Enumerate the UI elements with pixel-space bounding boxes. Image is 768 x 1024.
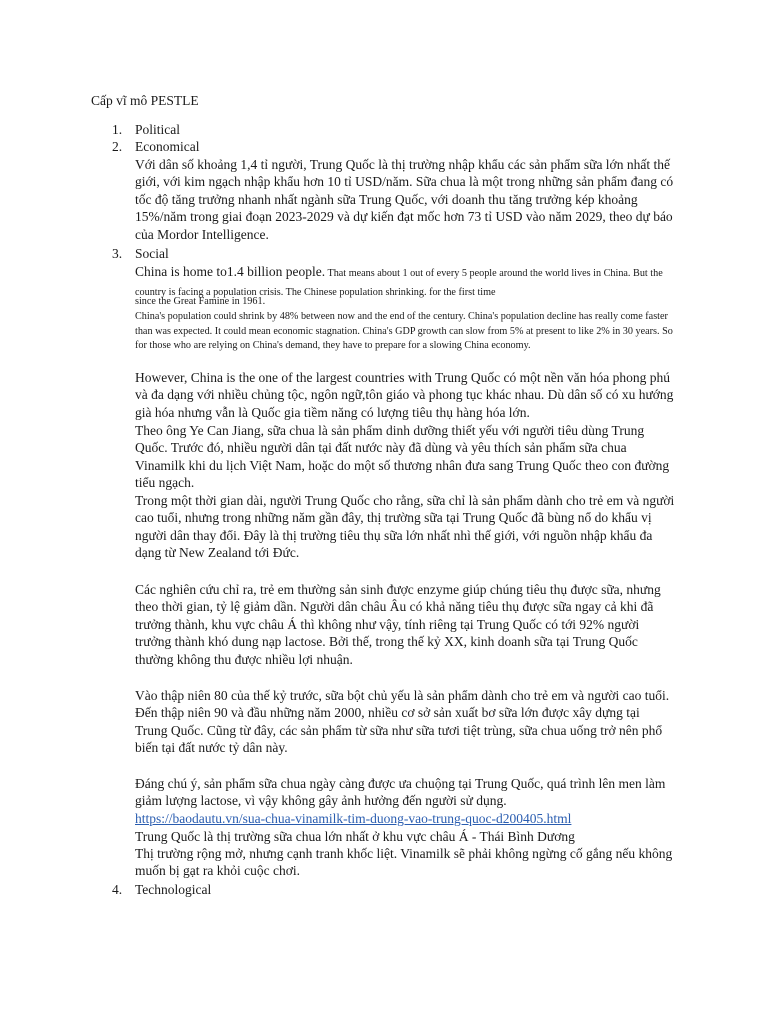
economical-text: Với dân số khoảng 1,4 tỉ người, Trung Quốc là thị trường nhập khẩu các sản phẩm sữa lớn nhất thế giới, với kim ngạch nhập khẩu hơn 10 tỉ USD/năm. Sữa chua là một trong những sản phẩm đang có tốc độ tăng trưởng nhanh nhất ngành sữa Trung Quốc, với doanh thu tăng trưởng kép khoảng 15%/năm trong giai đoạn 2023-2029 và dự kiến đạt mốc hơn 73 tỉ USD vào năm 2029, theo dự báo của Mordor Intelligence. xyxy=(135,157,674,242)
social-largest-text: Trung Quốc là thị trường sữa chua lớn nhất ở khu vực châu Á - Thái Bình Dương xyxy=(135,829,575,844)
list-number-3: 3. xyxy=(112,246,123,261)
social-longtime-text: Trong một thời gian dài, người Trung Quốc cho rằng, sữa chỉ là sản phẩm dành cho trẻ em và người cao tuổi, nhưng trong những năm gần đây, thị trường sữa tại Trung Quốc đã bùng nổ do khẩu vị người dân thay đổi. Đây là thị trường tiêu thụ sữa lớn nhất nhì thế giới, với nguồn nhập khẩu đa dạng từ New Zealand tới Đức. xyxy=(135,493,675,561)
social-open-paragraph xyxy=(135,845,675,880)
social-famine-line xyxy=(135,295,675,310)
social-research-paragraph xyxy=(135,581,675,668)
social-decline-paragraph xyxy=(135,310,675,354)
list-title-political: Political xyxy=(135,122,180,137)
social-longtime-paragraph xyxy=(135,492,675,562)
list-title-social: Social xyxy=(135,246,169,261)
social-80s-text: Vào thập niên 80 của thế kỷ trước, sữa bột chủ yếu là sản phẩm dành cho trẻ em và người cao tuổi. Đến thập niên 90 và đầu những năm 2000, nhiều cơ sở sản xuất bơ sữa lớn được xây dựng tại Trung Quốc. Cũng từ đây, các sản phẩm từ sữa như sữa tươi tiệt trùng, sữa chua uống trở nên phổ biến tại đất nước tỷ dân này. xyxy=(135,688,670,756)
list-number-1: 1. xyxy=(112,122,123,137)
source-link[interactable]: https://baodautu.vn/sua-chua-vinamilk-tim-duong-vao-trung-quoc-d200405.html xyxy=(135,811,572,826)
list-title-technological: Technological xyxy=(135,882,212,897)
social-famine-text: since the Great Famine in 1961. xyxy=(135,296,266,307)
social-open-text: Thị trường rộng mở, nhưng cạnh tranh khốc liệt. Vinamilk sẽ phải không ngừng cố gắng nếu không muốn bị gạt ra khỏi cuộc chơi. xyxy=(135,846,673,879)
social-largest-line xyxy=(135,828,675,845)
social-intro-small: That means about 1 out of every 5 people around the world lives in China. But the country is facing a population crisis. The Chinese population shrinking. for the first time xyxy=(135,268,663,298)
social-notable-paragraph xyxy=(135,775,675,810)
social-yecan-text: Theo ông Ye Can Jiang, sữa chua là sản phẩm dinh dưỡng thiết yếu với người tiêu dùng Trung Quốc. Trước đó, nhiều người dân tại đất nước này đã dùng và yêu thích sản phẩm sữa chua Vinamilk khi du lịch Việt Nam, hoặc do một số thương nhân đưa sang Trung Quốc theo con đường tiểu ngạch. xyxy=(135,423,670,491)
social-research-text: Các nghiên cứu chỉ ra, trẻ em thường sản sinh được enzyme giúp chúng tiêu thụ được sữa, nhưng theo thời gian, tỷ lệ giảm dần. Người dân châu Âu có khả năng tiêu thụ được sữa ngay cả khi đã trưởng thành, khu vực châu Á thì không như vậy, tính riêng tại Trung Quốc có tới 92% người trưởng thành khó dung nạp lactose. Bởi thế, trong thế kỷ XX, kinh doanh sữa tại Trung Quốc thường không thu được nhiều lợi nhuận. xyxy=(135,582,661,667)
social-notable-text: Đáng chú ý, sản phẩm sữa chua ngày càng được ưa chuộng tại Trung Quốc, quá trình lên men làm giảm lượng lactose, vì vậy không gây ảnh hưởng đến người sử dụng. xyxy=(135,776,666,809)
list-number-4: 4. xyxy=(112,882,123,897)
social-80s-paragraph xyxy=(135,687,675,757)
page-heading: Cấp vĩ mô PESTLE xyxy=(91,93,199,108)
social-however-paragraph xyxy=(135,369,675,421)
list-number-2: 2. xyxy=(112,139,123,154)
social-intro-large: China is home to1.4 billion people. xyxy=(135,264,326,279)
source-link-line xyxy=(135,810,675,827)
economical-paragraph xyxy=(135,156,675,243)
social-yecan-paragraph xyxy=(135,422,675,492)
social-decline-text: China's population could shrink by 48% between now and the end of the century. China's population decline has really come faster than was expected. It could mean economic stagnation. China's GDP growth can slow from 5% at present to like 2% in 30 years. So for those who are relying on China's demand, they have to prepare for a slowing China economy. xyxy=(135,311,673,352)
social-however-text: However, China is the one of the largest countries with Trung Quốc có một nền văn hóa phong phú và đa dạng với nhiều chủng tộc, ngôn ngữ,tôn giáo và phong tục khác nhau. Dù dân số có xu hướng già hóa nhưng vẫn là Quốc gia tiềm năng có lượng tiêu thụ hàng hóa lớn. xyxy=(135,370,674,420)
list-title-economical: Economical xyxy=(135,139,200,154)
